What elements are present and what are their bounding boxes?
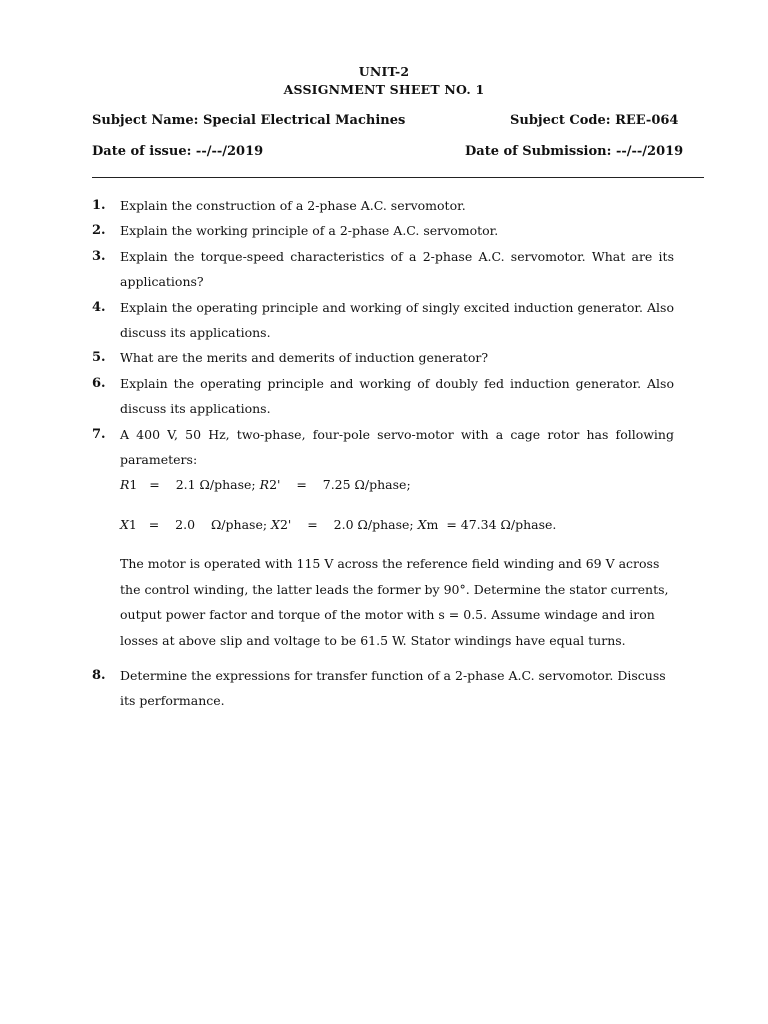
question-7-paragraph: The motor is operated with 115 V across the reference field winding and 69 V across the control winding, the latter leads the former by 90°. Determine the stator currents, output power factor and torque of the motor with s = 0.5. Assume windage and iron losses at above slip and voltage to be 61.5 W. Stator windings have equal turns. (120, 556, 669, 648)
question-number: 3. (92, 248, 106, 264)
sheet-title: ASSIGNMENT SHEET NO. 1 (283, 82, 485, 97)
r2-subscript: 2' (269, 477, 281, 493)
header-divider (92, 177, 704, 178)
xm-value: = 47.34 Ω/phase. (446, 516, 557, 532)
subject-name-label: Subject Name: (92, 113, 199, 128)
x2-subscript: 2' (279, 516, 292, 532)
question-number: 4. (92, 299, 106, 315)
question-item (92, 244, 674, 295)
question-number: 5. (92, 350, 106, 366)
question-number: 8. (92, 667, 106, 683)
xm-symbol: X (417, 516, 427, 532)
question-text: A 400 V, 50 Hz, two-phase, four-pole servo-motor with a cage rotor has following parameters: (120, 426, 674, 468)
question-number: 7. (92, 426, 106, 442)
question-number: 2. (92, 223, 106, 239)
equals-sign: = (296, 477, 307, 493)
question-item (92, 663, 674, 714)
question-text: Explain the operating principle and working of doubly fed induction generator. Also discuss its applications. (120, 375, 674, 417)
r1-symbol: R (120, 477, 130, 493)
question-text: Determine the expressions for transfer function of a 2-phase A.C. servomotor. Discuss its performance. (120, 667, 666, 709)
question-text: Explain the construction of a 2-phase A.C. servomotor. (120, 198, 466, 213)
question-text: Explain the working principle of a 2-phase A.C. servomotor. (120, 223, 499, 239)
question-item (92, 422, 674, 653)
question-item (92, 218, 674, 243)
subject-code (510, 113, 678, 128)
xm-subscript: m (426, 516, 439, 532)
question-item (92, 193, 674, 218)
equals-sign: = (307, 516, 318, 532)
subject-name (92, 113, 405, 128)
x1-value: 2.0 Ω/phase; (175, 516, 268, 532)
x1-symbol: X (120, 516, 129, 532)
subject-code-label: Subject Code: (510, 113, 611, 128)
r2-value: 7.25 Ω/phase; (322, 477, 411, 493)
submission-label: Date of Submission: (465, 144, 612, 159)
submission-value: --/--/2019 (615, 144, 684, 159)
x2-symbol: X (271, 516, 280, 532)
equals-sign: = (149, 477, 160, 493)
question-item (92, 295, 674, 346)
subject-name-value: Special Electrical Machines (203, 113, 406, 128)
question-item (92, 371, 674, 422)
equals-sign: = (148, 516, 160, 532)
r1-subscript: 1 (129, 477, 138, 493)
r2-symbol: R (259, 477, 270, 493)
question-text: What are the merits and demerits of induction generator? (120, 350, 489, 366)
r1-value: 2.1 Ω/phase; (175, 477, 256, 493)
question-item (92, 345, 674, 370)
issue-value: --/--/2019 (195, 144, 264, 159)
date-of-submission (465, 144, 683, 159)
question-text: Explain the operating principle and working of singly excited induction generator. Also discuss its applications. (120, 299, 674, 341)
question-number: 6. (92, 375, 106, 391)
formula-resistance (120, 472, 674, 497)
x2-value: 2.0 Ω/phase; (333, 516, 414, 532)
subject-code-value: REE-064 (615, 113, 679, 128)
question-number: 1. (92, 198, 106, 213)
unit-title: UNIT-2 (358, 64, 410, 79)
question-list (92, 193, 674, 714)
date-of-issue (92, 144, 263, 159)
issue-label: Date of issue: (92, 144, 192, 159)
formula-reactance (120, 512, 674, 537)
x1-subscript: 1 (128, 516, 137, 532)
question-text: Explain the torque-speed characteristics of a 2-phase A.C. servomotor. What are its applications? (120, 248, 674, 290)
